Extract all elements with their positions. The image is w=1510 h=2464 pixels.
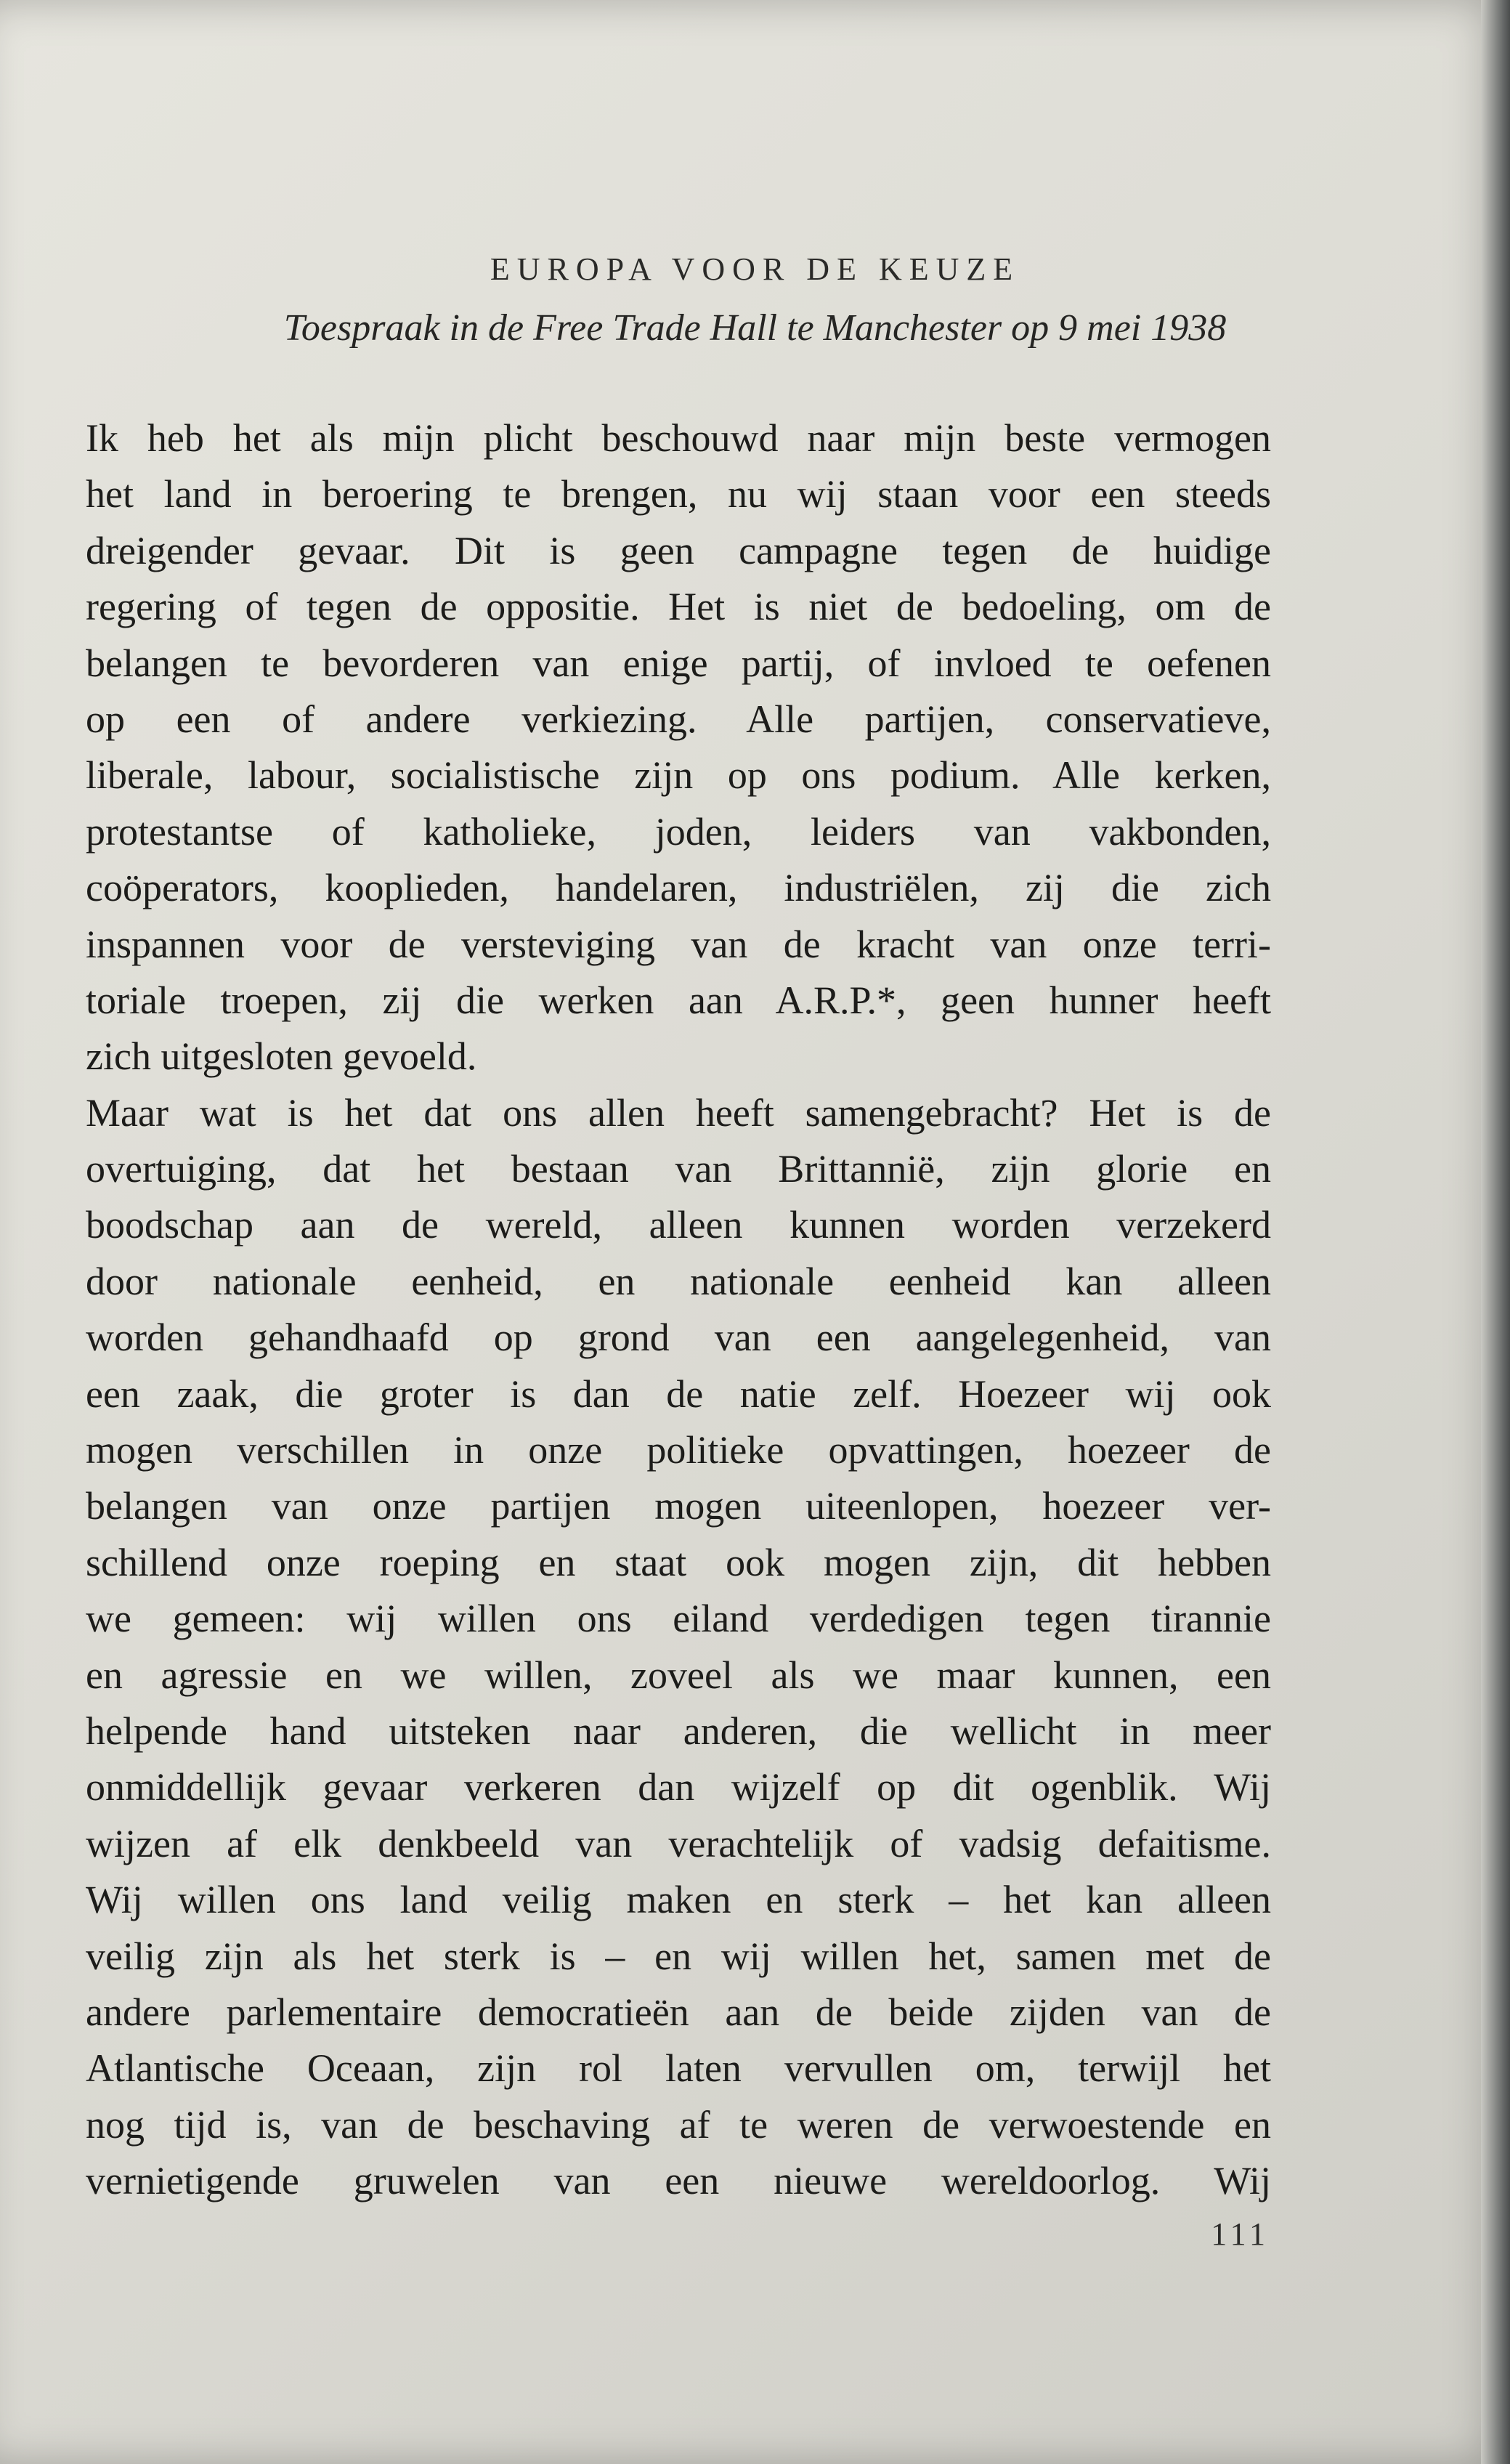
text-line: Maar wat is het dat ons allen heeft samengebracht? Het is de	[86, 1090, 1271, 1135]
text-line: dreigender gevaar. Dit is geen campagne tegen de huidige	[86, 528, 1271, 572]
text-line: we gemeen: wij willen ons eiland verdedigen tegen tirannie	[86, 1597, 1271, 1641]
text-line: wijzen af elk denkbeeld van verachtelijk of vadsig defaitisme.	[86, 1821, 1271, 1865]
text-line: schillend onze roeping en staat ook mogen zijn, dit hebben	[86, 1540, 1271, 1584]
body-text	[86, 410, 1271, 2210]
text-line: liberale, labour, socialistische zijn op ons podium. Alle kerken,	[86, 753, 1271, 798]
text-line: coöperators, kooplieden, handelaren, industriëlen, zij die zich	[86, 866, 1271, 910]
text-line: en agressie en we willen, zoveel als we maar kunnen, een	[86, 1653, 1271, 1697]
text-line: belangen te bevorderen van enige partij, of invloed te oefenen	[86, 641, 1271, 685]
page-number: 111	[1211, 2216, 1270, 2252]
text-line: een zaak, die groter is dan de natie zelf. Hoezeer wij ook	[86, 1371, 1271, 1416]
text-line: helpende hand uitsteken naar anderen, die wellicht in meer	[86, 1709, 1271, 1753]
text-line: worden gehandhaafd op grond van een aangelegenheid, van	[86, 1316, 1271, 1360]
text-line: veilig zijn als het sterk is – en wij willen het, samen met de	[86, 1934, 1271, 1978]
text-line: regering of tegen de oppositie. Het is niet de bedoeling, om de	[86, 585, 1271, 629]
text-line: op een of andere verkiezing. Alle partijen, conservatieve,	[86, 697, 1271, 741]
text-line: inspannen voor de versteviging van de kracht van onze terri-	[86, 922, 1271, 966]
text-line: andere parlementaire democratieën aan de beide zijden van de	[86, 1990, 1271, 2034]
page-edge-shadow	[1481, 0, 1510, 2464]
text-line: vernietigende gruwelen van een nieuwe wereldoorlog. Wij	[86, 2159, 1271, 2203]
text-line: toriale troepen, zij die werken aan A.R.P.*, geen hunner heeft	[86, 978, 1271, 1022]
text-line: protestantse of katholieke, joden, leiders van vakbonden,	[86, 809, 1271, 854]
text-line: belangen van onze partijen mogen uiteenlopen, hoezeer ver-	[86, 1484, 1271, 1528]
text-line: overtuiging, dat het bestaan van Brittannië, zijn glorie en	[86, 1147, 1271, 1191]
text-line: Atlantische Oceaan, zijn rol laten vervullen om, terwijl het	[86, 2046, 1271, 2091]
text-line: nog tijd is, van de beschaving af te weren de verwoestende en	[86, 2102, 1271, 2147]
text-line: onmiddellijk gevaar verkeren dan wijzelf op dit ogenblik. Wij	[86, 1765, 1271, 1809]
text-line: Wij willen ons land veilig maken en sterk – het kan alleen	[86, 1878, 1271, 1922]
text-line: Ik heb het als mijn plicht beschouwd naar mijn beste vermogen	[86, 416, 1271, 460]
speech-subtitle: Toespraak in de Free Trade Hall te Manchester op 9 mei 1938	[283, 307, 1227, 349]
text-line: het land in beroering te brengen, nu wij staan voor een steeds	[86, 472, 1271, 516]
text-line: zich uitgesloten gevoeld.	[86, 1034, 477, 1079]
running-head: EUROPA VOOR DE KEUZE	[490, 251, 1020, 287]
text-line: mogen verschillen in onze politieke opvattingen, hoezeer de	[86, 1428, 1271, 1472]
text-line: door nationale eenheid, en nationale eenheid kan alleen	[86, 1259, 1271, 1303]
text-line: boodschap aan de wereld, alleen kunnen worden verzekerd	[86, 1203, 1271, 1247]
